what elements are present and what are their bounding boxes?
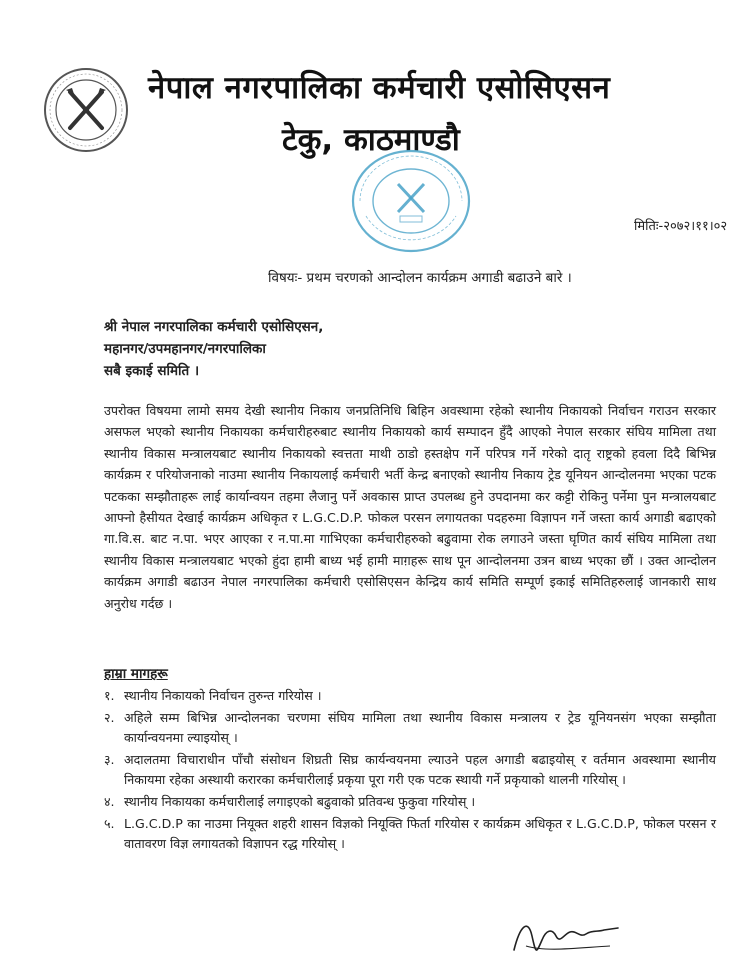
item-text: अहिले सम्म बिभिन्न आन्दोलनका चरणमा संघिय मामिला तथा स्थानीय विकास मन्त्रालय र ट्रेड यूनियनसंग भएका सम्झौता कार्यान्वयनमा ल्याइयोस् । xyxy=(124,709,716,746)
item-number: २. xyxy=(104,709,115,725)
item-text: L.G.C.D.P का नाउमा नियूक्त शहरी शासन विज्ञको नियूक्ति फिर्ता गरियोस र कार्यक्रम अधिकृत र L.G.C.D.P, फोकल परसन र वातावरण विज्ञ लगायतको विज्ञापन रद्ध गरियोस् । xyxy=(124,815,716,852)
item-number: ५. xyxy=(104,815,115,831)
item-number: ४. xyxy=(104,793,115,809)
item-text: स्थानीय निकायको निर्वाचन तुरुन्त गरियोस । xyxy=(124,688,322,703)
list-item xyxy=(104,708,716,749)
letter-subject: विषयः- प्रथम चरणको आन्दोलन कार्यक्रम अगाडी बढाउने बारे । xyxy=(268,270,572,286)
organization-address: टेकु, काठमाण्डौ xyxy=(282,122,460,158)
association-logo-icon xyxy=(42,66,130,154)
addressee-line-1: श्री नेपाल नगरपालिका कर्मचारी एसोसिएसन, xyxy=(104,319,324,335)
addressee-line-2: महानगर/उपमहानगर/नगरपालिका xyxy=(104,341,266,357)
office-stamp-icon xyxy=(346,146,476,256)
item-text: स्थानीय निकायका कर्मचारीलाई लगाइएको बढुवाको प्रतिवन्ध फुकुवा गरियोस् । xyxy=(124,793,476,809)
list-item xyxy=(104,814,716,855)
list-item xyxy=(104,750,716,791)
signature-icon xyxy=(506,906,626,958)
item-number: ३. xyxy=(104,751,115,767)
body-paragraph: उपरोक्त विषयमा लामो समय देखी स्थानीय निकाय जनप्रतिनिधि बिहिन अवस्थामा रहेको स्थानीय निकायको निर्वाचन गराउन सरकार असफल भएको स्थानीय निकायका कर्मचारीहरुबाट स्थानीय निकायको कार्य सम्पादन हुँदै आएको नेपाल सरकार संघिय मामिला तथा स्थानीय विकास मन्त्रालयबाट स्थानीय निकायको स्वत्तता माथी ठाडो हस्तक्षेप गर्ने परिपत्र गर्ने गरेको दातृ राष्ट्रको हवला दिदै बिभिन्न कार्यक्रम र परियोजनाको नाउमा स्थानीय निकायलाई कर्मचारी भर्ती केन्द्र बनाएको स्थानीय निकाय ट्रेड यूनियन आन्दोलनमा भएका पटक पटकका सम्झौताहरू लाई कार्यान्वयन तहमा लैजानु पर्ने अवकास प्राप्त उपलब्ध हुने उपदानमा कर कट्टी रोकिनु पर्नेमा पुन मन्त्रालयबाट आफ्नो हैसीयत देखाई कार्यक्रम अधिकृत र L.G.C.D.P. फोकल परसन लगायतका पदहरुमा विज्ञापन गर्ने जस्ता कार्य अगाडी बढाएको गा.वि.स. बाट न.पा. भएर आएका र न.पा.मा गाभिएका कर्मचारीहरुको बढुवामा रोक लगाउने जस्ता घृणित कार्य संघिय मामिला तथा स्थानीय विकास मन्त्रालयबाट भएको हुंदा हामी बाध्य भई हामी माग़हरू साथ पून आन्दोलनमा उत्रन बाध्य भएका छौं । उक्त आन्दोलन कार्यक्रम अगाडी बढाउन नेपाल नगरपालिका कर्मचारी एसोसिएसन केन्द्रिय कार्य समिति सम्पूर्ण इकाई समितिहरुलाई जानकारी साथ अनुरोध गर्दछ । xyxy=(104,403,716,611)
addressee-line-3: सबै इकाई समिति । xyxy=(104,363,200,379)
letter-date: मितिः-२०७२।११।०२ xyxy=(634,219,728,234)
addressee-block xyxy=(104,316,504,382)
item-number: १. xyxy=(104,688,115,703)
organization-name: नेपाल नगरपालिका कर्मचारी एसोसिएसन xyxy=(148,70,611,106)
list-item xyxy=(104,792,716,813)
item-text: अदालतमा विचाराधीन पाँचौ संसोधन शिघ्रती सिघ्र कार्यन्वयनमा ल्याउने पहल अगाडी बढाइयोस् र वर्तमान अवस्थामा स्थानीय निकायमा रहेका अस्थायी करारका कर्मचारीलाई प्रकृया पूरा गरी एक पटक स्थायी गर्ने प्रकृयाको थालनी गरियोस् । xyxy=(124,751,716,788)
demands-list xyxy=(104,686,716,856)
demands-heading: हाम्रा मागहरू xyxy=(104,666,168,682)
list-item xyxy=(104,686,716,707)
